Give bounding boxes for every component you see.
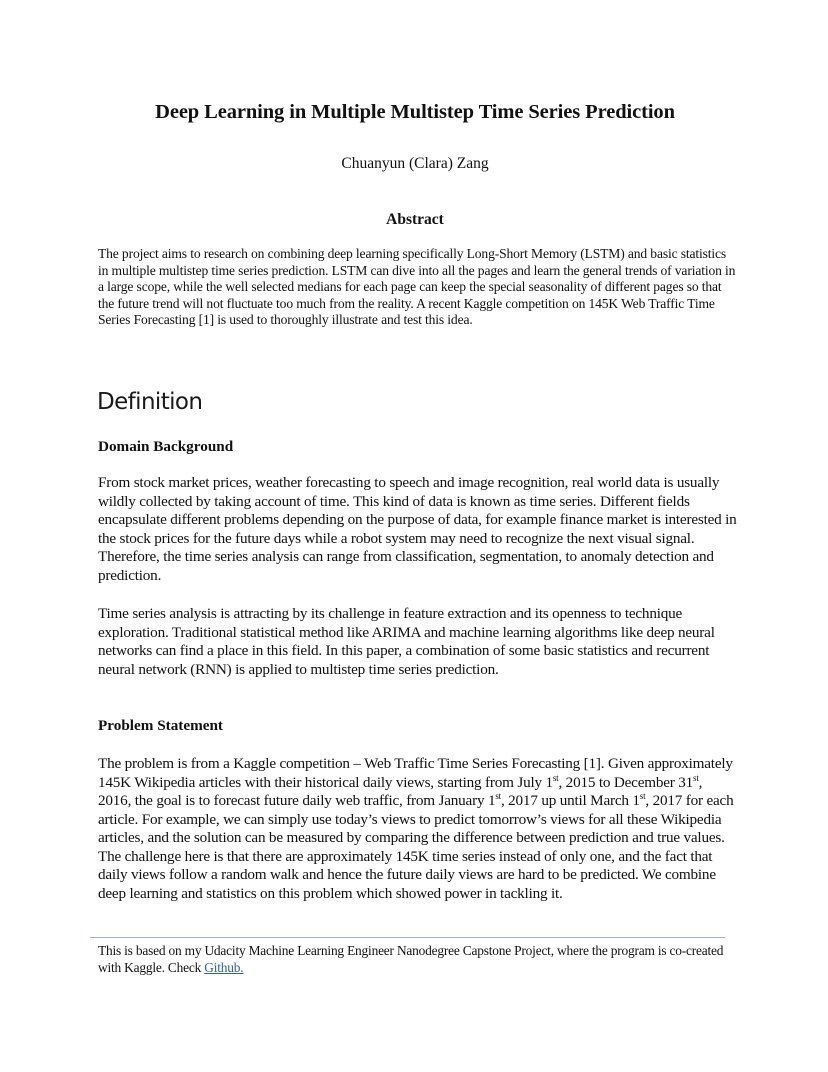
footnote (98, 943, 738, 976)
subheading-problem-statement: Problem Statement (98, 717, 223, 734)
section-heading-definition: Definition (97, 389, 203, 415)
ordinal-superscript: st (495, 791, 501, 801)
problem-statement-paragraph (98, 755, 738, 903)
subheading-domain-background: Domain Background (98, 438, 234, 455)
footnote-text: This is based on my Udacity Machine Learning Engineer Nanodegree Capstone Project, where the program is co-created with Kaggle. Check (98, 943, 724, 975)
problem-text-segment: , 2017 for each article. For example, we can simply use today’s views to predict tomorrow’s views for all these Wikipedia articles, and the solution can be measured by comparing the difference between prediction and true values. The challenge here is that there are approximately 145K time series instead of only one, and the fact that daily views follow a random walk and hence the future daily views are hard to be predicted. We combine deep learning and statistics on this problem which showed power in tackling it. (98, 792, 734, 902)
github-link[interactable]: Github. (204, 959, 244, 975)
problem-text-segment: The problem is from a Kaggle competition – Web Traffic Time Series Forecasting [1]. Given approximately 145K Wikipedia articles with their historical daily views, starting from July 1 (98, 755, 733, 791)
problem-text-segment: , 2017 up until March 1 (500, 792, 640, 809)
domain-background-paragraph-1: From stock market prices, weather forecasting to speech and image recognition, real world data is usually wildly collected by taking account of time. This kind of data is known as time series. Different fields encapsulate different problems depending on the purpose of data, for example finance market is interested in the stock prices for the future days while a robot system may need to recognize the next visual signal. Therefore, the time series analysis can range from classification, segmentation, to anomaly detection and prediction. (98, 474, 737, 584)
abstract-text: The project aims to research on combining deep learning specifically Long-Short Memory (LSTM) and basic statistics in multiple multistep time series prediction. LSTM can dive into all the pages and learn the general trends of variation in a large scope, while the well selected medians for each page can keep the special seasonality of different pages so that the future trend will not fluctuate too much from the reality. A recent Kaggle competition on 145K Web Traffic Time Series Forecasting [1] is used to thoroughly illustrate and test this idea. (98, 246, 736, 328)
domain-background-paragraph-2: Time series analysis is attracting by its challenge in feature extraction and its openness to technique exploration. Traditional statistical method like ARIMA and machine learning algorithms like deep neural networks can find a place in this field. In this paper, a combination of some basic statistics and recurrent neural network (RNN) is applied to multistep time series prediction. (98, 605, 715, 678)
author-name: Chuanyun (Clara) Zang (341, 155, 489, 172)
ordinal-superscript: st (639, 791, 646, 801)
abstract-heading: Abstract (386, 211, 444, 228)
problem-text-segment: , 2016, the goal is to forecast future daily web traffic, from January 1 (98, 773, 703, 809)
footnote-divider (90, 937, 725, 938)
paper-title: Deep Learning in Multiple Multistep Time Series Prediction (155, 101, 675, 123)
problem-text-segment: , 2015 to December 31 (558, 773, 694, 791)
ordinal-superscript: st (693, 772, 699, 783)
ordinal-superscript: st (552, 772, 559, 783)
